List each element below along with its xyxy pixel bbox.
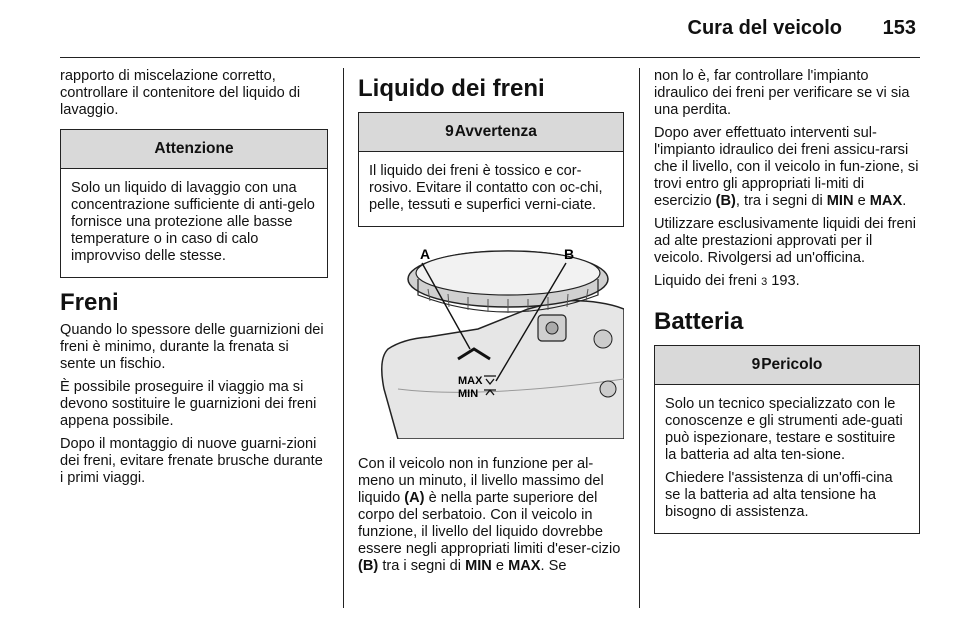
warning-box xyxy=(358,112,624,227)
page-number: 153 xyxy=(882,17,916,39)
warning-icon: 9 xyxy=(445,123,454,140)
intro-paragraph: rapporto di miscelazione corretto, controllare il contenitore del liquido di lavaggio. xyxy=(60,68,301,118)
freni-paragraph-2: È possibile proseguire il viaggio ma si devono sostituire le guarnizioni dei freni appena possibile. xyxy=(60,379,317,429)
figure-min-mark: MIN xyxy=(458,388,479,400)
danger-header xyxy=(655,346,919,385)
danger-text-2: Chiedere l'assistenza di un'offi-cina se la batteria ad alta tensione ha bisogno di assistenza. xyxy=(665,470,893,520)
freni-paragraph-3: Dopo il montaggio di nuove guarni-zioni dei freni, evitare frenate brusche durante i primi viaggi. xyxy=(60,436,323,486)
notice-title: Attenzione xyxy=(61,130,327,169)
freni-paragraph-1: Quando lo spessore delle guarnizioni dei freni è minimo, durante la frenata si sente un fischio. xyxy=(60,322,324,372)
leak-check-paragraph: non lo è, far controllare l'impianto idraulico dei freni per verificare se vi sia una perdita. xyxy=(654,68,910,118)
brake-fluid-level-paragraph: Con il veicolo non in funzione per al-meno un minuto, il livello massimo del liquido (A) è nella parte superiore del corpo del serbatoio. Con il veicolo in funzione, il livello del liquido dovrebbe essere negli appropriati limiti d'eser-cizio (B) tra i segni di MIN e MAX. Se xyxy=(358,456,621,574)
column-divider-2 xyxy=(639,68,640,608)
section-title-freni: Freni xyxy=(60,289,119,316)
warning-header xyxy=(359,113,623,152)
danger-box xyxy=(654,345,920,534)
notice-box xyxy=(60,129,328,278)
page-reference: Liquido dei freni 3 193. xyxy=(654,273,800,289)
column-divider-1 xyxy=(343,68,344,608)
notice-text: Solo un liquido di lavaggio con una concentrazione sufficiente di anti-gelo fornisce una protezione alle basse temperature o in caso di calo improvviso delle stesse. xyxy=(71,180,315,264)
column-3 xyxy=(654,68,920,544)
section-title-batteria: Batteria xyxy=(654,308,744,335)
figure-label-b: B xyxy=(564,246,575,262)
figure-max-mark: MAX xyxy=(458,375,483,387)
warning-text: Il liquido dei freni è tossico e cor-rosivo. Evitare il contatto con oc-chi, pelle, tessuti e superfici verni-ciate. xyxy=(369,163,603,213)
page-header xyxy=(0,0,960,58)
approved-fluids-paragraph: Utilizzare esclusivamente liquidi dei freni ad alte prestazioni approvati per il veicolo. Rivolgersi ad un'officina. xyxy=(654,216,916,266)
danger-icon: 9 xyxy=(751,356,761,373)
column-2 xyxy=(358,68,624,581)
danger-title: Pericolo xyxy=(761,356,823,373)
danger-text-1: Solo un tecnico specializzato con le conoscenze e gli strumenti ade-guati può ispezionare, testare e sostituire la batteria ad alta ten-sione. xyxy=(665,396,903,463)
header-rule xyxy=(60,57,920,58)
column-1 xyxy=(60,68,328,493)
brake-fluid-reservoir-illustration xyxy=(358,239,624,439)
section-title-liquido-freni: Liquido dei freni xyxy=(358,75,545,102)
page-reference-arrow-icon: 3 xyxy=(761,276,768,288)
warning-title: Avvertenza xyxy=(454,123,537,140)
header-title: Cura del veicolo xyxy=(687,17,842,39)
figure-label-a: A xyxy=(420,246,431,262)
after-service-paragraph: Dopo aver effettuato interventi sul-l'impianto idraulico dei freni assicu-rarsi che il livello, con il veicolo in fun-zione, si trovi entro gli appropriati li-miti di esercizio (B), tra i segni di MIN e MAX. xyxy=(654,125,919,209)
